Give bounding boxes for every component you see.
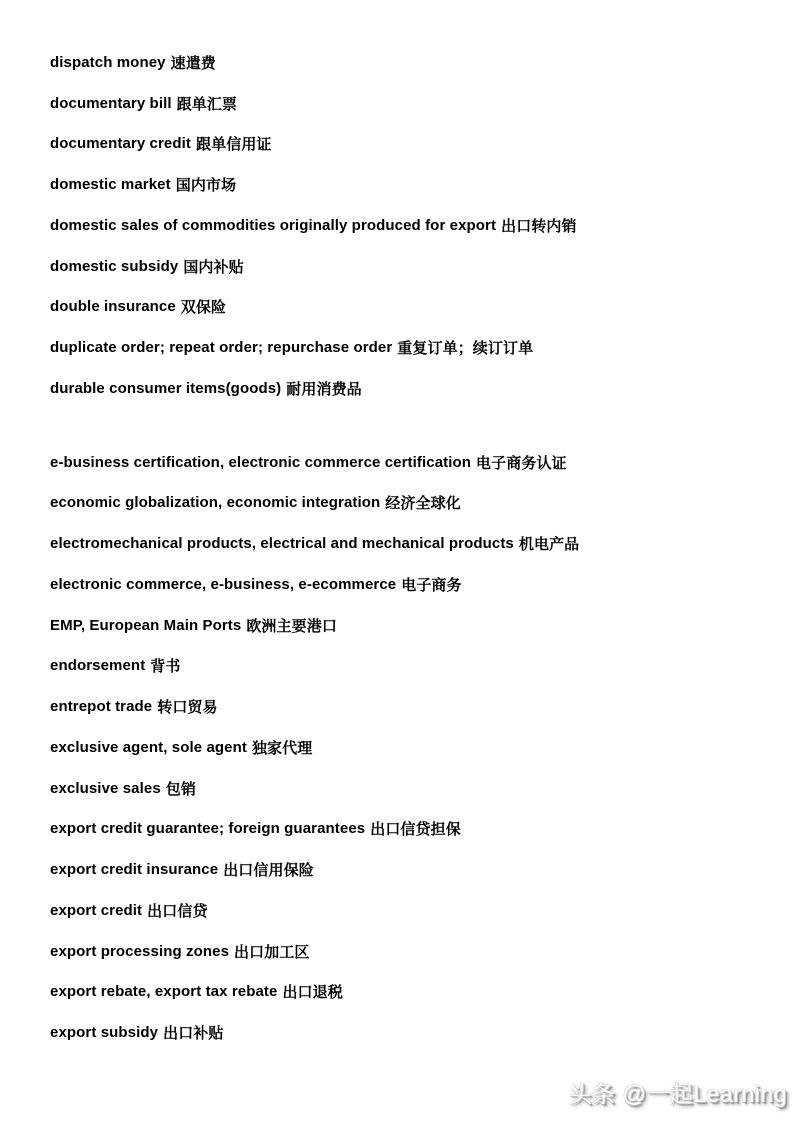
entry-translation: 经济全球化 [385, 495, 461, 513]
glossary-entry [50, 1012, 785, 1053]
glossary-entry [50, 483, 785, 524]
entry-translation: 重复订单；续订订单 [397, 340, 534, 358]
section-gap [50, 409, 785, 442]
watermark: 头条 @一起Learning [568, 1081, 787, 1107]
entry-term: duplicate order; repeat order; repurchase order [50, 339, 393, 357]
entry-term: export credit guarantee; foreign guarantees [50, 820, 366, 838]
entry-term: endorsement [50, 657, 146, 675]
entry-term: dispatch money [50, 53, 166, 71]
entry-term: durable consumer items(goods) [50, 379, 282, 397]
entry-translation: 出口信贷 [147, 902, 208, 920]
entry-translation: 出口转内销 [501, 217, 577, 235]
glossary-entry [50, 727, 785, 768]
entry-translation: 出口信贷担保 [370, 821, 461, 839]
entry-term: domestic market [50, 176, 171, 194]
entry-term: domestic sales of commodities originally produced for export [50, 216, 497, 234]
entry-translation: 欧洲主要港口 [246, 617, 337, 635]
entry-translation: 耐用消费品 [286, 380, 362, 398]
glossary-entry [50, 368, 785, 409]
glossary-entry [50, 972, 785, 1013]
glossary-entry [50, 768, 785, 809]
entry-translation: 电子商务 [401, 576, 462, 594]
glossary-entry [50, 42, 785, 83]
entry-term: EMP, European Main Ports [50, 616, 242, 634]
entry-term: e-business certification, electronic commerce certification [50, 453, 472, 471]
entry-translation: 跟单汇票 [176, 95, 238, 113]
entry-translation: 电子商务认证 [476, 454, 567, 472]
entry-translation: 出口补贴 [163, 1025, 224, 1043]
entry-translation: 出口信用保险 [223, 862, 314, 880]
entry-term: electromechanical products, electrical and mechanical products [50, 535, 514, 553]
glossary-entry [50, 646, 785, 687]
glossary-entry [50, 931, 785, 972]
glossary-entry [50, 442, 785, 483]
entry-term: entrepot trade [50, 698, 153, 716]
glossary-entry [50, 164, 785, 205]
glossary-list [50, 42, 785, 1053]
entry-translation: 国内市场 [175, 177, 237, 195]
glossary-entry [50, 523, 785, 564]
entry-translation: 出口加工区 [234, 943, 310, 961]
glossary-entry [50, 327, 785, 368]
glossary-entry [50, 83, 785, 124]
entry-translation: 转口贸易 [157, 699, 218, 717]
entry-translation: 独家代理 [251, 739, 313, 757]
entry-term: export processing zones [50, 942, 230, 960]
entry-term: export credit insurance [50, 861, 219, 879]
entry-term: export rebate, export tax rebate [50, 983, 278, 1001]
entry-term: documentary credit [50, 135, 192, 153]
glossary-entry [50, 605, 785, 646]
glossary-entry [50, 564, 785, 605]
glossary-entry [50, 124, 785, 165]
glossary-entry [50, 246, 785, 287]
entry-term: double insurance [50, 298, 176, 316]
entry-translation: 包销 [165, 780, 196, 798]
entry-translation: 跟单信用证 [196, 136, 272, 154]
entry-translation: 出口退税 [282, 984, 343, 1002]
entry-term: domestic subsidy [50, 257, 179, 275]
glossary-entry [50, 686, 785, 727]
entry-translation: 速遣费 [170, 54, 216, 72]
entry-translation: 背书 [150, 658, 181, 676]
entry-term: export credit [50, 901, 143, 919]
entry-translation: 国内补贴 [183, 258, 244, 276]
entry-translation: 双保险 [180, 299, 227, 317]
entry-term: electronic commerce, e-business, e-ecommerce [50, 575, 397, 593]
glossary-entry [50, 205, 785, 246]
entry-term: economic globalization, economic integration [50, 494, 381, 512]
entry-term: documentary bill [50, 94, 172, 112]
glossary-entry [50, 287, 785, 328]
glossary-entry [50, 809, 785, 850]
entry-translation: 机电产品 [518, 536, 580, 554]
entry-term: exclusive agent, sole agent [50, 738, 247, 756]
entry-term: exclusive sales [50, 779, 161, 797]
glossary-entry [50, 849, 785, 890]
entry-term: export subsidy [50, 1024, 159, 1042]
glossary-entry [50, 890, 785, 931]
